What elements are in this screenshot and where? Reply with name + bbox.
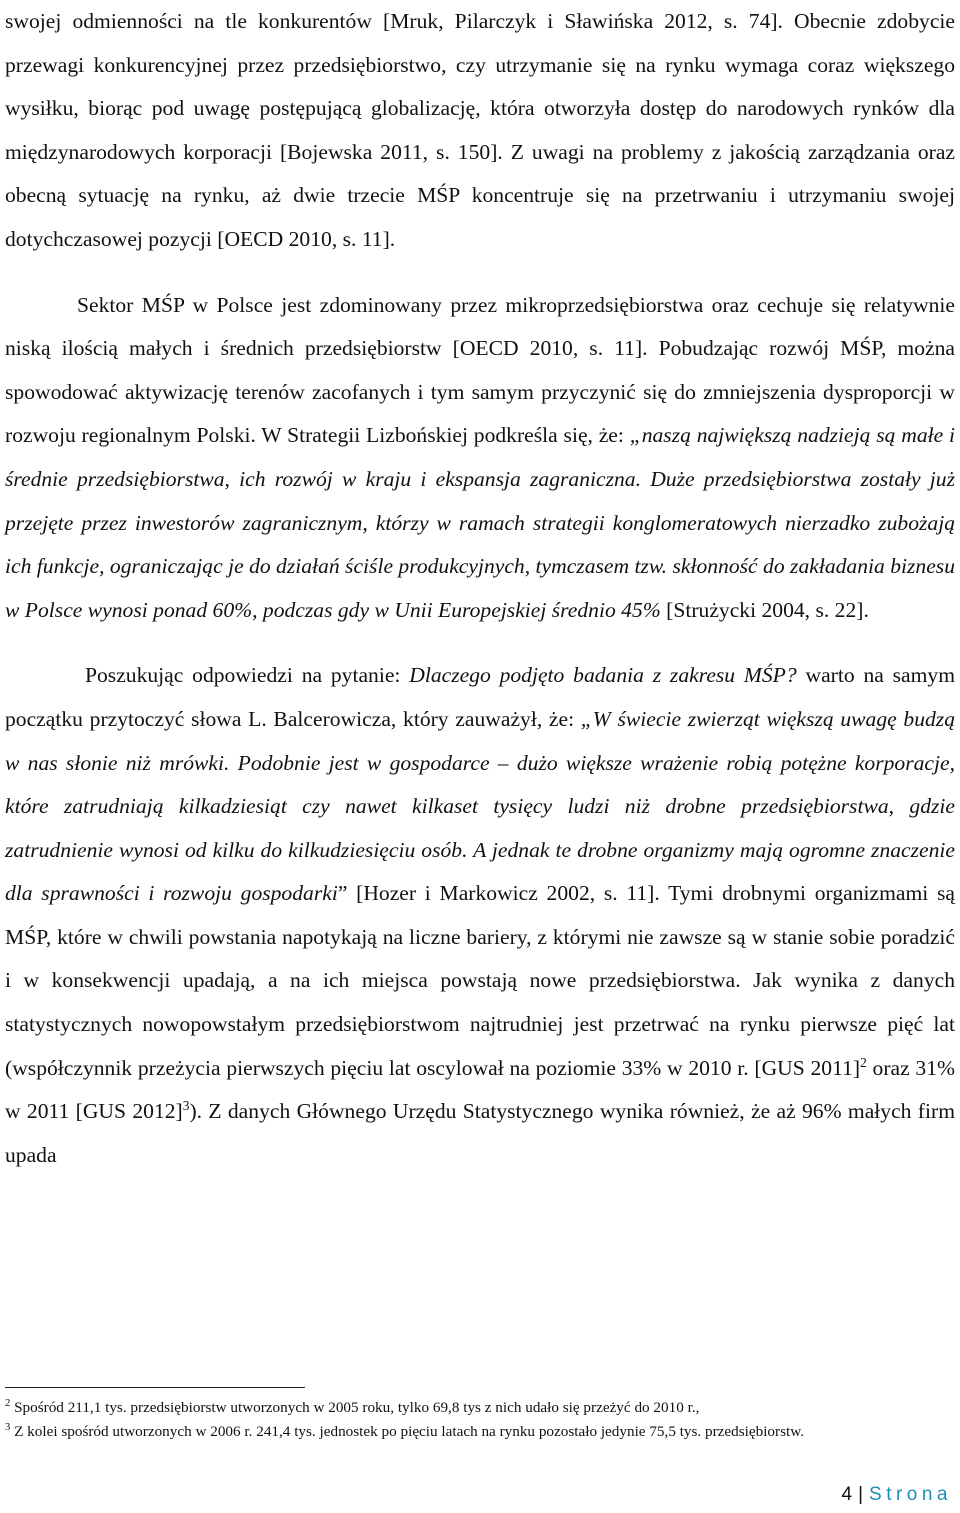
strategy-quote: „naszą największą nadzieją są małe i średnie przedsiębiorstwa, ich rozwój w kraju i ekspansja zagraniczna. Duże przedsiębiorstwa zostały już przejęte przez inwestorów zagranicznym, którzy w ramach strategii konglomeratowych nierzadko zubożają ich funkcje, ograniczając je do działań ściśle produkcyjnych, tymczasem tzw. skłonność do zakładania biznesu w Polsce wynosi ponad 60%, podczas gdy w Unii Europejskiej średnio 45% [5, 423, 955, 622]
page-number [842, 1483, 953, 1507]
paragraph-2-text: Sektor MŚP w Polsce jest zdominowany przez mikroprzedsiębiorstwa oraz cechuje się relatywnie niską ilością małych i średnich przedsiębiorstw [OECD 2010, s. 11]. Pobudzając rozwój MŚP, można spowodować aktywizację terenów zacofanych i tym samym przyczynić się do zmniejszenia dysproporcji w rozwoju regionalnym Polski. W Strategii Lizbońskiej podkreśla się, że: [5, 292, 955, 448]
paragraph-3-body: ” [Hozer i Markowicz 2002, s. 11]. Tymi drobnymi organizmami są MŚP, które w chwili powstania napotykają na liczne bariery, z którymi nie zawsze są w stanie sobie poradzić i w konsekwencji upadają, a na ich miejsca powstają nowe przedsiębiorstwa. Jak wynika z danych statystycznych nowopowstałym przedsiębiorstwom najtrudniej jest przetrwać na rynku pierwsze pięć lat (współczynnik przeżycia pierwszych pięciu lat oscylował na poziomie 33% w 2010 r. [GUS 2011] [5, 881, 955, 1080]
footnote-2 [5, 1396, 955, 1420]
paragraph-1 [5, 0, 955, 262]
balcerowicz-quote: „W świecie zwierząt większą uwagę budzą w nas słonie niż mrówki. Podobnie jest w gospodarce – dużo większe wrażenie robią potężne korporacje, które zatrudniają kilkadziesiąt czy nawet kilkaset tysięcy ludzi niż drobne przedsiębiorstwa, gdzie zatrudnienie wynosi od kilku do kilkudziesięciu osób. A jednak te drobne organizmy mają ogromne znaczenie dla sprawności i rozwoju gospodarki [5, 706, 955, 906]
paragraph-2-citation: [Strużycki 2004, s. 22]. [660, 597, 869, 622]
footnote-2-text: Spośród 211,1 tys. przedsiębiorstw utworzonych w 2005 roku, tylko 69,8 tys z nich udało się przeżyć do 2010 r., [10, 1399, 700, 1416]
footnotes [5, 1396, 955, 1443]
paragraph-3 [5, 654, 955, 1177]
footnote-ref-3[interactable]: 3 [182, 1098, 190, 1114]
paragraph-2 [5, 284, 955, 633]
page-number-value: 4 [841, 1484, 853, 1505]
footnote-ref-2[interactable]: 2 [860, 1054, 867, 1070]
page-number-separator: | [858, 1484, 864, 1505]
paragraph-3-end: ). Z danych Głównego Urzędu Statystycznego wynika również, że aż 96% małych firm upada [5, 1099, 955, 1167]
footnote-3-mark: 3 [5, 1421, 11, 1433]
footnote-3-text: Z kolei spośród utworzonych w 2006 r. 241,4 tys. jednostek po pięciu latach na rynku pozostało jedynie 75,5 tys. przedsiębiorstw. [10, 1422, 804, 1440]
footnote-3 [5, 1420, 955, 1444]
paragraph-3-lead: warto na samym początku przytoczyć słowa L. Balcerowicza, który zauważył, że: [5, 663, 956, 731]
page-number-label: Strona [869, 1484, 952, 1505]
paragraph-3-body-cont: oraz 31% w 2011 [GUS 2012] [5, 1055, 955, 1124]
paragraph-1-text: swojej odmienności na tle konkurentów [Mruk, Pilarczyk i Sławińska 2012, s. 74]. Obecnie zdobycie przewagi konkurencyjnej przez przedsiębiorstwo, czy utrzymanie się na rynku wymaga coraz większego wysiłku, biorąc pod uwagę postępującą globalizację, która otworzyła dostęp do narodowych rynków dla międzynarodowych korporacji [Bojewska 2011, s. 150]. Z uwagi na problemy z jakością zarządzania oraz obecną sytuację na rynku, aż dwie trzecie MŚP koncentruje się na przetrwaniu i utrzymaniu swojej dotychczasowej pozycji [OECD 2010, s. 11]. [5, 9, 955, 251]
body-text [5, 0, 955, 1177]
footnote-divider [5, 1387, 305, 1388]
research-question: Dlaczego podjęto badania z zakresu MŚP? [409, 663, 797, 688]
paragraph-3-intro: Poszukując odpowiedzi na pytanie: [85, 663, 410, 688]
footnote-2-mark: 2 [5, 1397, 11, 1409]
